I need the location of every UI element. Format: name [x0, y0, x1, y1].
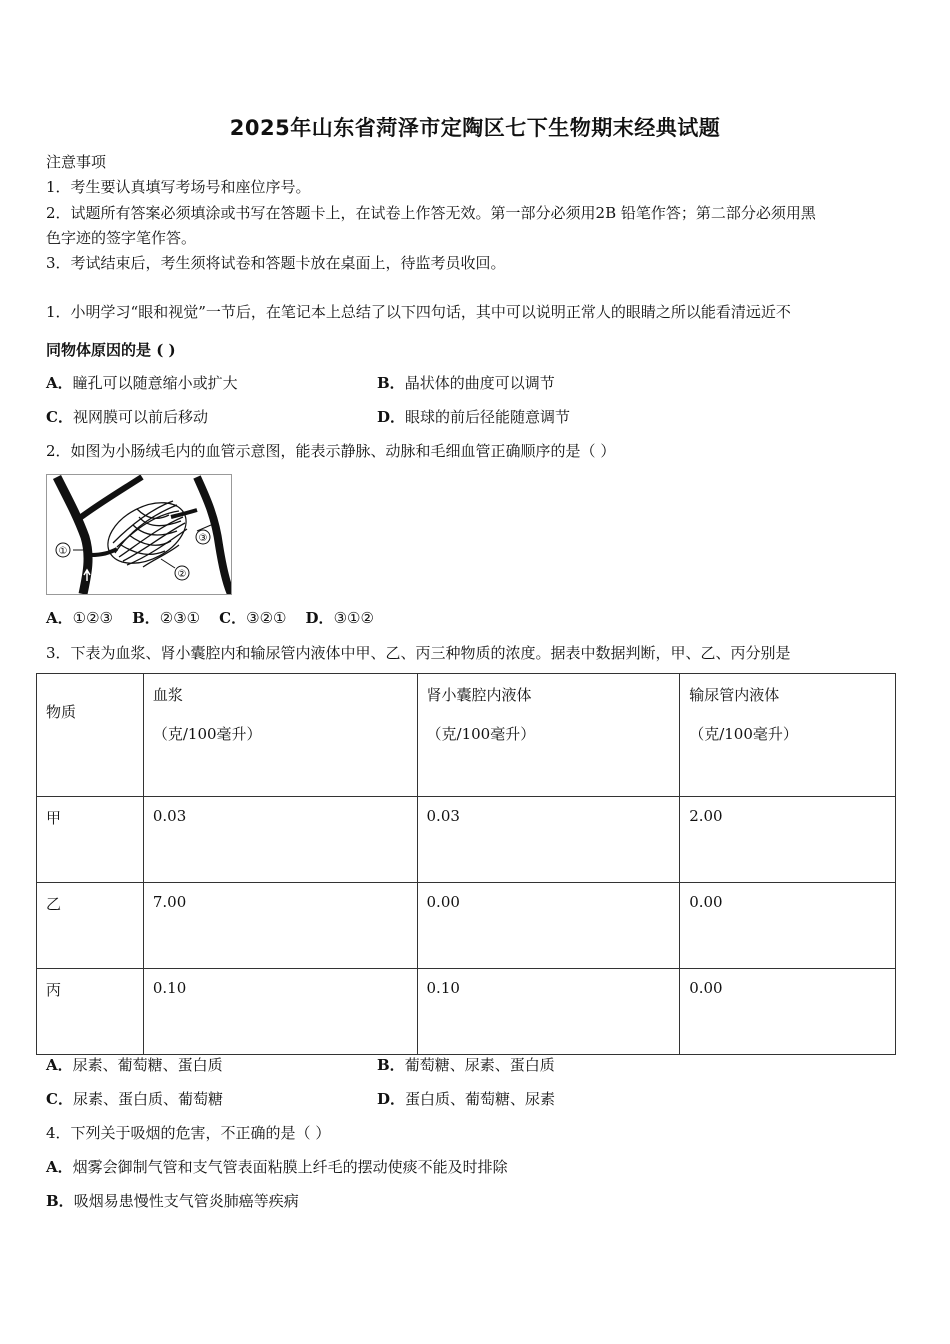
- notice-item: 1．考生要认真填写考场号和座位序号。: [46, 178, 311, 196]
- table-header-cell: [417, 674, 680, 797]
- option-text: 尿素、蛋白质、葡萄糖: [72, 1090, 223, 1108]
- option-text: 眼球的前后径能随意调节: [405, 408, 571, 426]
- table-cell: 7.00: [143, 883, 417, 969]
- header-name: 血浆: [152, 686, 183, 704]
- q1-option-c: [46, 407, 208, 427]
- q2-stem: 2．如图为小肠绒毛内的血管示意图，能表示静脉、动脉和毛细血管正确顺序的是（ ）: [46, 442, 616, 460]
- table-header-cell: [37, 674, 144, 797]
- option-text: 吸烟易患慢性支气管炎肺癌等疾病: [73, 1192, 299, 1210]
- header-name: 肾小囊腔内液体: [426, 686, 532, 704]
- option-text: 烟雾会御制气管和支气管表面粘膜上纤毛的摆动使痰不能及时排除: [72, 1158, 508, 1176]
- table-cell: 乙: [37, 883, 144, 969]
- option-letter: A．: [46, 609, 73, 627]
- q4-stem: 4．下列关于吸烟的危害，不正确的是（ ）: [46, 1124, 331, 1142]
- page-title: 2025年山东省菏泽市定陶区七下生物期末经典试题: [229, 116, 721, 140]
- table-header-cell: [143, 674, 417, 797]
- option-letter: B．: [377, 1056, 405, 1074]
- table-header-cell: [680, 674, 896, 797]
- q2-options: [46, 608, 374, 628]
- notice-heading: 注意事项: [46, 153, 107, 171]
- figure-label-1: ①: [58, 546, 68, 557]
- vessel-diagram: [47, 475, 231, 594]
- q1-option-d: [377, 407, 570, 427]
- option-letter: D．: [305, 609, 334, 627]
- q1-stem-cont: 同物体原因的是 ( ): [46, 341, 176, 359]
- table-cell: 0.10: [143, 969, 417, 1055]
- table-cell: 2.00: [680, 797, 896, 883]
- villus-vessel-figure: [46, 474, 232, 595]
- figure-label-2: ②: [177, 569, 187, 580]
- header-unit: （克/100毫升）: [689, 725, 798, 743]
- figure-label-3: ③: [198, 533, 208, 544]
- option-text: ①②③: [72, 609, 113, 627]
- option-letter: C．: [219, 609, 247, 627]
- option-letter: D．: [377, 408, 406, 426]
- table-cell: 丙: [37, 969, 144, 1055]
- table-row: [37, 883, 896, 969]
- option-letter: A．: [46, 1056, 73, 1074]
- option-text: ②③①: [159, 609, 201, 627]
- option-text: 晶状体的曲度可以调节: [404, 374, 555, 392]
- q4-option-b: [46, 1191, 299, 1211]
- q3-option-a: [46, 1055, 223, 1075]
- table-cell: 甲: [37, 797, 144, 883]
- option-letter: A．: [46, 374, 73, 392]
- table-cell: 0.00: [680, 883, 896, 969]
- table-row: [37, 797, 896, 883]
- option-letter: B．: [132, 609, 160, 627]
- option-text: ③①②: [333, 609, 374, 627]
- table-cell: 0.00: [417, 883, 680, 969]
- option-text: ③②①: [246, 609, 287, 627]
- table-cell: 0.03: [143, 797, 417, 883]
- notice-item: 2．试题所有答案必须填涂或书写在答题卡上，在试卷上作答无效。第一部分必须用2B 铅笔作答；第二部分必须用黑: [46, 204, 816, 222]
- capillary-network: [98, 490, 197, 575]
- q3-option-b: [377, 1055, 555, 1075]
- header-name: 物质: [46, 703, 77, 721]
- q3-option-c: [46, 1089, 223, 1109]
- table-cell: 0.00: [680, 969, 896, 1055]
- option-letter: B．: [46, 1192, 74, 1210]
- q3-option-d: [377, 1089, 555, 1109]
- header-name: 输尿管内液体: [689, 686, 780, 704]
- header-unit: （克/100毫升）: [152, 725, 262, 743]
- q1-option-a: [46, 373, 238, 393]
- option-letter: A．: [46, 1158, 73, 1176]
- q4-option-a: [46, 1157, 508, 1177]
- vein-vessel: [57, 477, 88, 594]
- option-text: 尿素、葡萄糖、蛋白质: [72, 1056, 223, 1074]
- concentration-table: [36, 673, 896, 1055]
- notice-item: 3．考试结束后，考生须将试卷和答题卡放在桌面上，待监考员收回。: [46, 254, 506, 272]
- vessel-branch: [77, 477, 142, 520]
- option-letter: B．: [377, 374, 405, 392]
- header-unit: （克/100毫升）: [426, 725, 536, 743]
- option-text: 蛋白质、葡萄糖、尿素: [405, 1090, 556, 1108]
- notice-item: 色字迹的签字笔作答。: [46, 229, 197, 247]
- table-cell: 0.10: [417, 969, 680, 1055]
- option-text: 视网膜可以前后移动: [72, 408, 208, 426]
- option-text: 瞳孔可以随意缩小或扩大: [72, 374, 238, 392]
- table-header-row: [37, 674, 896, 797]
- q1-option-b: [377, 373, 555, 393]
- table-row: [37, 969, 896, 1055]
- option-letter: C．: [46, 1090, 73, 1108]
- table-cell: 0.03: [417, 797, 680, 883]
- q3-stem: 3．下表为血浆、肾小囊腔内和输尿管内液体中甲、乙、丙三种物质的浓度。据表中数据判断，甲、乙、丙分别是: [46, 644, 791, 662]
- option-letter: D．: [377, 1090, 406, 1108]
- option-letter: C．: [46, 408, 73, 426]
- q1-stem: 1．小明学习“眼和视觉”一节后，在笔记本上总结了以下四句话，其中可以说明正常人的眼睛之所以能看清远近不: [46, 303, 791, 321]
- option-text: 葡萄糖、尿素、蛋白质: [404, 1056, 555, 1074]
